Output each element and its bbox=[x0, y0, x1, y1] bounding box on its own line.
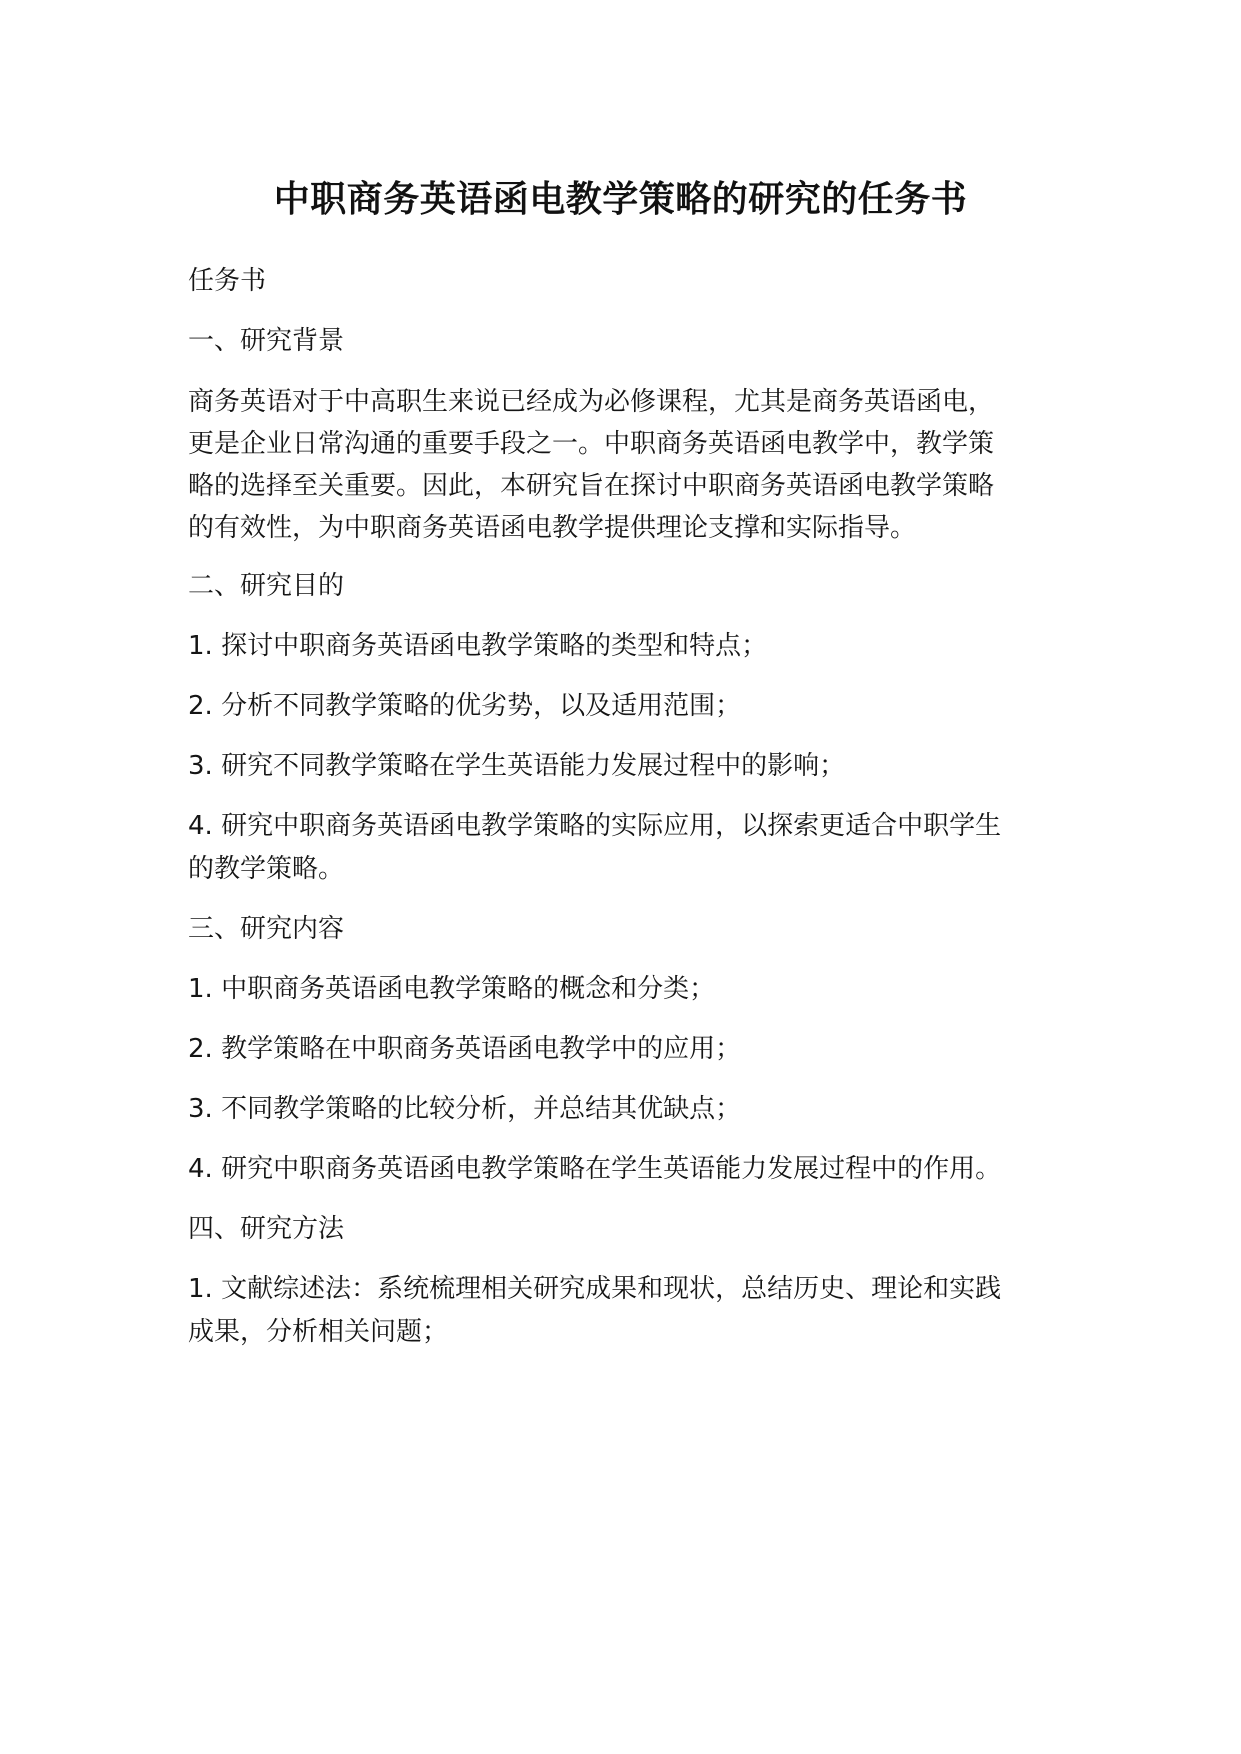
document-label: 任务书 bbox=[188, 266, 267, 296]
paragraph-line: 略的选择至关重要。因此，本研究旨在探讨中职商务英语函电教学策略 bbox=[188, 471, 995, 501]
list-item: 1. 中职商务英语函电教学策略的概念和分类； bbox=[188, 974, 716, 1004]
section-heading-method: 四、研究方法 bbox=[188, 1214, 345, 1244]
list-item: 4. 研究中职商务英语函电教学策略的实际应用，以探索更适合中职学生 bbox=[188, 811, 1002, 841]
paragraph-line: 商务英语对于中高职生来说已经成为必修课程，尤其是商务英语函电， bbox=[188, 387, 995, 417]
paragraph-line: 更是企业日常沟通的重要手段之一。中职商务英语函电教学中，教学策 bbox=[188, 429, 995, 459]
list-item-continuation: 的教学策略。 bbox=[188, 854, 345, 884]
paragraph-line: 的有效性，为中职商务英语函电教学提供理论支撑和实际指导。 bbox=[188, 513, 917, 543]
list-item: 1. 探讨中职商务英语函电教学策略的类型和特点； bbox=[188, 631, 768, 661]
list-item: 3. 研究不同教学策略在学生英语能力发展过程中的影响； bbox=[188, 751, 846, 781]
list-item: 2. 分析不同教学策略的优劣势，以及适用范围； bbox=[188, 691, 742, 721]
document-title: 中职商务英语函电教学策略的研究的任务书 bbox=[273, 179, 968, 220]
list-item: 2. 教学策略在中职商务英语函电教学中的应用； bbox=[188, 1034, 742, 1064]
list-item: 4. 研究中职商务英语函电教学策略在学生英语能力发展过程中的作用。 bbox=[188, 1154, 1002, 1184]
list-item: 1. 文献综述法：系统梳理相关研究成果和现状，总结历史、理论和实践 bbox=[188, 1274, 1002, 1304]
list-item-continuation: 成果，分析相关问题； bbox=[188, 1317, 449, 1347]
section-heading-purpose: 二、研究目的 bbox=[188, 571, 345, 601]
section-heading-background: 一、研究背景 bbox=[188, 326, 345, 356]
section-heading-content: 三、研究内容 bbox=[188, 914, 345, 944]
list-item: 3. 不同教学策略的比较分析，并总结其优缺点； bbox=[188, 1094, 742, 1124]
